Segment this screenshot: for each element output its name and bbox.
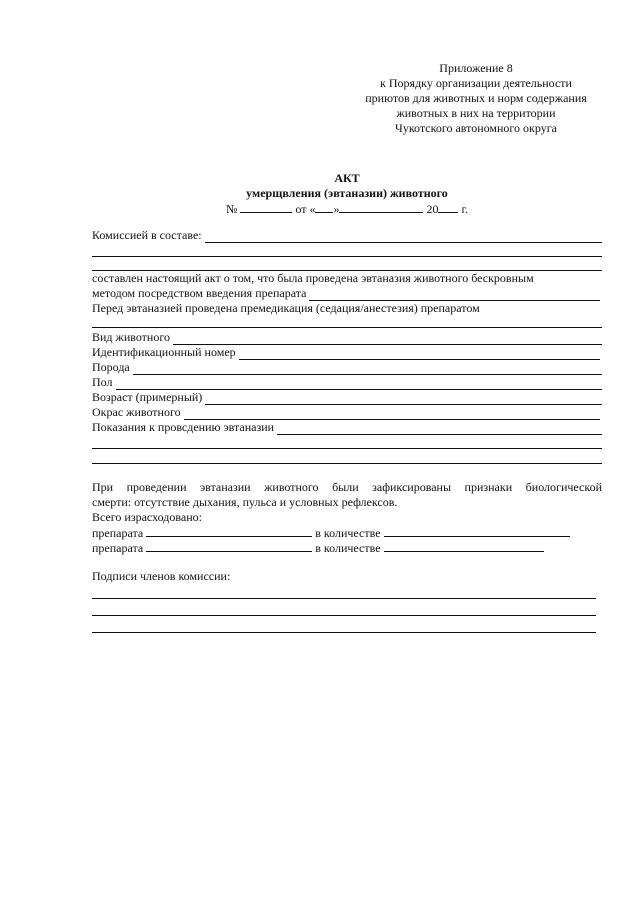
signature-line-3 bbox=[92, 632, 596, 633]
quantity-label-2: в количестве bbox=[315, 541, 381, 555]
year-prefix: 20 bbox=[426, 202, 439, 216]
signatures-label: Подписи членов комиссии: bbox=[92, 569, 231, 583]
drug-method-field bbox=[309, 289, 600, 301]
animal-type-row bbox=[92, 330, 602, 345]
document-subtitle: умерщвления (эвтаназии) животного bbox=[246, 186, 448, 200]
indications-row bbox=[92, 420, 602, 435]
death-text-line-1: При проведении эвтаназии животного были зафиксированы признаки биологической bbox=[92, 480, 602, 494]
premedication-text: Перед эвтаназией проведена премедикация (седация/анестезия) препаратом bbox=[92, 301, 480, 315]
date-close-quote: » bbox=[333, 202, 340, 216]
spent-label: Всего израсходовано: bbox=[92, 510, 202, 524]
commission-row bbox=[92, 228, 602, 243]
commission-field bbox=[205, 231, 602, 243]
act-number-line bbox=[92, 201, 602, 217]
color-label: Окрас животного bbox=[92, 405, 181, 419]
signature-line-2 bbox=[92, 615, 596, 616]
commission-label: Комиссией в составе: bbox=[92, 228, 202, 242]
color-row bbox=[92, 405, 600, 420]
drug-label-2: препарата bbox=[92, 541, 144, 555]
year-field bbox=[438, 201, 458, 213]
death-text-line-2: смерти: отсутствие дыхания, пульса и условных рефлексов. bbox=[92, 495, 398, 509]
appendix-line-2: к Порядку организации деятельности bbox=[380, 76, 572, 90]
quantity-label-1: в количестве bbox=[315, 526, 381, 540]
breed-field bbox=[133, 363, 602, 375]
act-text-line-1: составлен настоящий акт о том, что была проведена эвтаназия животного бескровным bbox=[92, 271, 534, 285]
drug-label-1: препарата bbox=[92, 526, 144, 540]
appendix-line-4: животных в них на территории bbox=[396, 106, 556, 120]
number-sign: № bbox=[225, 202, 238, 216]
date-from-label: от « bbox=[295, 202, 316, 216]
drug-row-1 bbox=[92, 525, 570, 541]
year-suffix: г. bbox=[461, 202, 469, 216]
age-row bbox=[92, 390, 602, 405]
premedication-line bbox=[92, 327, 602, 328]
sex-row bbox=[92, 375, 602, 390]
indications-line-3 bbox=[92, 463, 602, 464]
age-label: Возраст (примерный) bbox=[92, 390, 203, 404]
quantity-field-2 bbox=[384, 540, 544, 552]
sex-field bbox=[116, 378, 603, 390]
act-text-line-2: методом посредством введения препарата bbox=[92, 286, 307, 300]
indications-field bbox=[277, 423, 602, 435]
appendix-line-5: Чукотского автономного округа bbox=[395, 121, 557, 135]
appendix-line-3: приютов для животных и норм содержания bbox=[365, 91, 587, 105]
drug-name-field-1 bbox=[146, 525, 312, 537]
breed-label: Порода bbox=[92, 360, 130, 374]
drug-row-2 bbox=[92, 540, 544, 556]
drug-name-field-2 bbox=[146, 540, 312, 552]
color-field bbox=[184, 408, 600, 420]
indications-line-2 bbox=[92, 448, 602, 449]
date-month-field bbox=[339, 201, 423, 213]
breed-row bbox=[92, 360, 602, 375]
signature-line-1 bbox=[92, 598, 596, 599]
act-number-field bbox=[240, 201, 292, 213]
drug-method-row bbox=[92, 286, 600, 301]
date-day-field bbox=[315, 201, 333, 213]
document-title: АКТ bbox=[334, 171, 360, 185]
sex-label: Пол bbox=[92, 375, 113, 389]
appendix-line-1: Приложение 8 bbox=[439, 61, 513, 75]
quantity-field-1 bbox=[384, 525, 570, 537]
appendix-block bbox=[356, 61, 596, 136]
indications-label: Показания к провсдению эвтаназии bbox=[92, 420, 275, 434]
commission-line-2 bbox=[92, 256, 602, 257]
id-number-field bbox=[239, 348, 600, 360]
age-field bbox=[205, 393, 602, 405]
animal-type-label: Вид животного bbox=[92, 330, 170, 344]
id-number-row bbox=[92, 345, 600, 360]
animal-type-field bbox=[173, 333, 602, 345]
id-number-label: Идентификационный номер bbox=[92, 345, 236, 359]
